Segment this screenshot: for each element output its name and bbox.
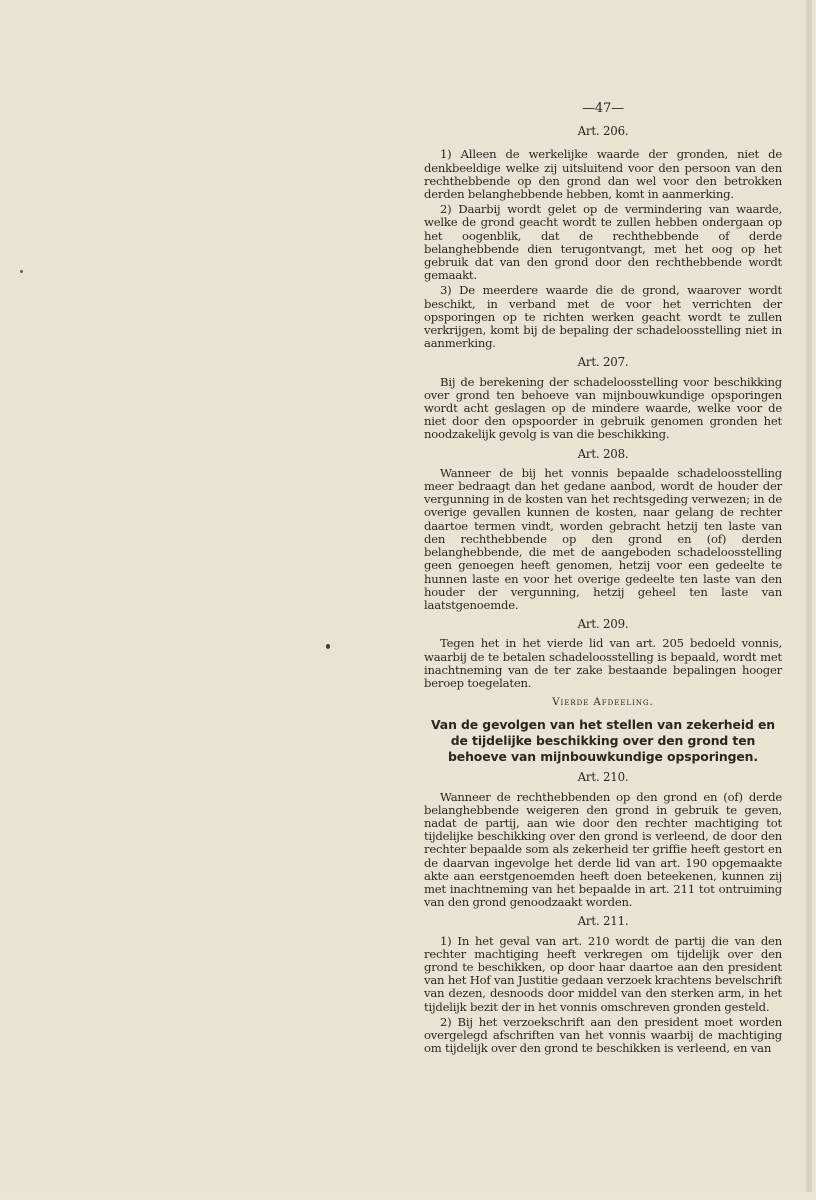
paper-speck [20, 270, 23, 273]
article-title: Art. 208. [577, 446, 629, 461]
paragraph: Tegen het in het vierde lid van art. 205 bedoeld vonnis, waarbij de te betalen schadeloosstelling is bepaald, wordt met inachtneming van de ter zake bestaande bepalingen hooger beroep toegelaten. [424, 636, 782, 690]
paragraph: 1) In het geval van art. 210 wordt de partij die van den rechter machtiging heeft verkregen om tijdelijk over den grond te beschikken, op door haar daartoe aan den president van het Hof van Justitie gedaan verzoek krachtens bevelschrift van dezen, desnoods door middel van den sterken arm, in het tijdelijk bezit der in het vonnis omschreven gronden gesteld. [424, 933, 782, 1014]
paragraph: 2) Bij het verzoekschrift aan den president moet worden overgelegd afschriften van het vonnis waarbij de machtiging om tijdelijk over den grond te beschikken is verleend, en van [424, 1014, 782, 1056]
paper-speck [326, 644, 330, 649]
paragraph: Bij de berekening der schadeloosstelling voor beschikking over grond ten behoeve van mijnbouwkundige opsporingen wordt acht geslagen op de mindere waarde, welke voor de niet door den opspoorder in gebruik genomen gronden het noodzakelijk gevolg is van die beschikking. [424, 374, 782, 442]
article-title: Art. 210. [577, 770, 629, 785]
article-title: Art. 211. [577, 914, 629, 929]
paragraph: 3) De meerdere waarde die de grond, waarover wordt beschikt, in verband met de voor het verrichten der opsporingen op te richten werken geacht wordt te zullen verkrijgen, komt bij de bepaling der schadeloosstelling niet in aanmerking. [424, 283, 782, 351]
page-number: —47— [582, 101, 624, 116]
section-heading: Van de gevolgen van het stellen van zekerheid en de tijdelijke beschikking over den grond ten behoeve van mijnbouwkundige opsporingen. [431, 717, 775, 765]
paragraph: 2) Daarbij wordt gelet op de vermindering van waarde, welke de grond geacht wordt te zullen hebben ondergaan op het oogenblik, dat de rechthebbende of derde belanghebbende dien terugontvangt, met het oog op het gebruik dat van den grond door den rechthebbende wordt gemaakt. [424, 202, 782, 283]
article-title: Art. 209. [577, 617, 629, 632]
section-title: Vierde Afdeeling. [552, 697, 654, 709]
paragraph: 1) Alleen de werkelijke waarde der gronden, niet de denkbeeldige welke zij uitsluitend voor den persoon van den rechthebbende op den grond dan wel voor den betrokken derden belanghebbende hebben, komt in aanmerking. [424, 147, 782, 202]
paragraph: Wanneer de rechthebbenden op den grond en (of) derde belanghebbende weigeren den grond in gebruik te geven, nadat de partij, aan wie door den rechter machtiging tot tijdelijke beschikking over den grond is verleend, de door den rechter bepaalde som als zekerheid ter griffie heeft gestort en de daarvan ingevolge het derde lid van art. 190 opgemaakte akte aan eerstgenoemden heeft doen beteekenen, kunnen zij met inachtneming van het bepaalde in art. 211 tot ontruiming van den grond genoodzaakt worden. [424, 789, 782, 910]
text-column [424, 102, 782, 1057]
article-title: Art. 206. [577, 124, 629, 139]
paragraph: Wanneer de bij het vonnis bepaalde schadeloosstelling meer bedraagt dan het gedane aanbod, wordt de houder der vergunning in de kosten van het rechtsgeding verwezen; in de overige gevallen kunnen de kosten, naar gelang de rechter daartoe termen vindt, worden gebracht hetzij ten laste van den rechthebbende op den grond en (of) derden belanghebbende, die met de aangeboden schadeloosstelling geen genoegen heeft genomen, hetzij voor een gedeelte te hunnen laste en voor het overige gedeelte ten laste van den houder der vergunning, hetzij geheel ten laste van laatstgenoemde. [424, 465, 782, 612]
article-title: Art. 207. [577, 355, 629, 370]
